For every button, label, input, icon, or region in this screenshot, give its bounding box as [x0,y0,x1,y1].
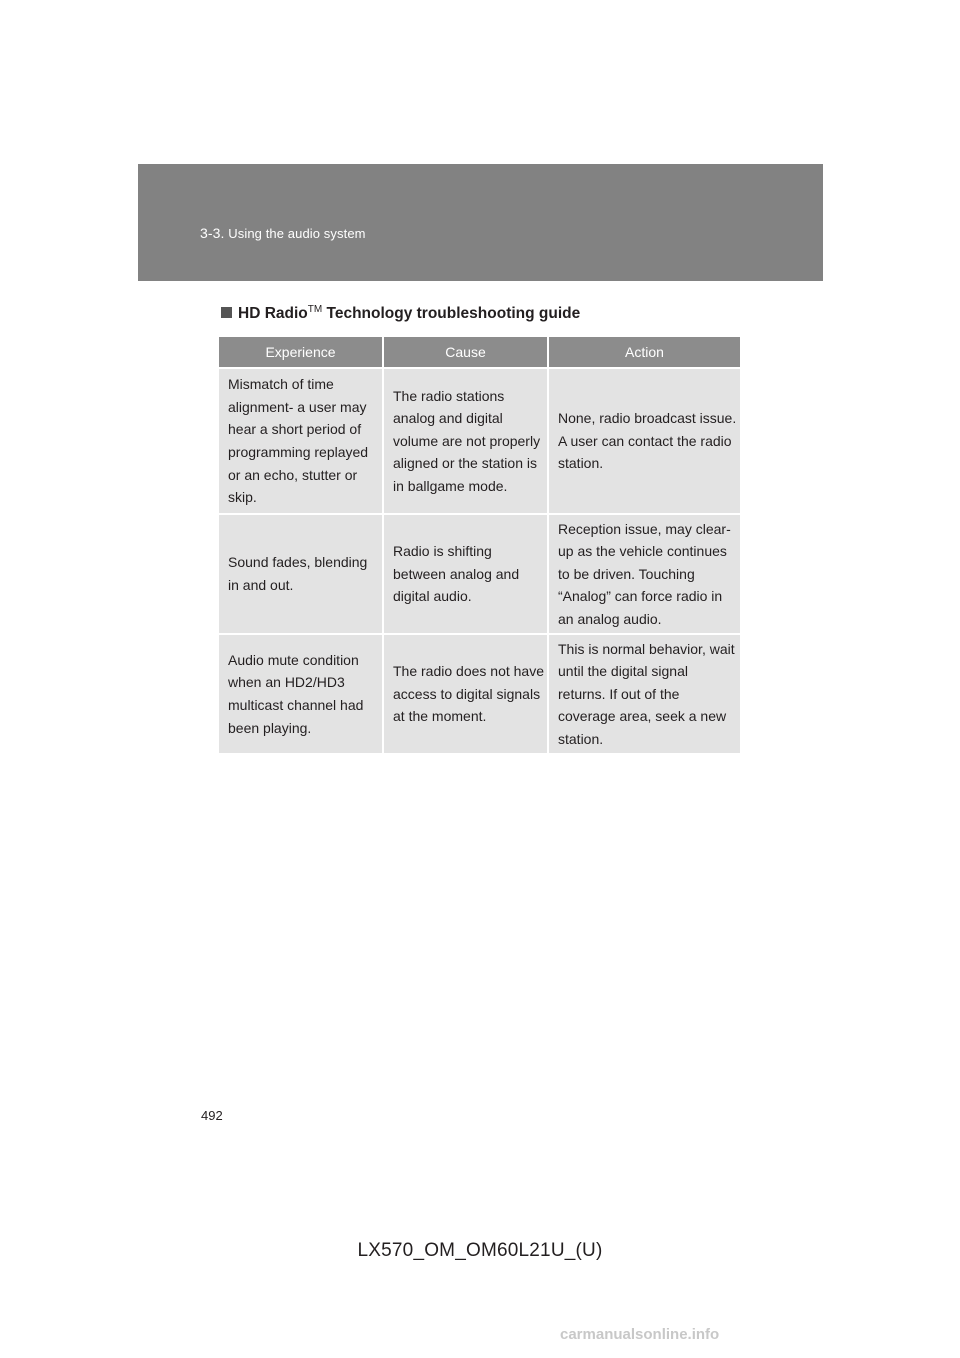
guide-heading [221,304,580,323]
cell-experience: Audio mute condition when an HD2/HD3 multicast channel had been playing. [219,634,383,753]
square-bullet-icon [221,307,232,318]
cell-experience: Mismatch of time alignment- a user may hear a short period of programming replayed or an echo, stutter or skip. [219,368,383,514]
table-row [219,514,740,634]
cell-cause: The radio does not have access to digital signals at the moment. [383,634,548,753]
table-row [219,368,740,514]
heading-text-after: Technology troubleshooting guide [322,305,581,323]
header-action: Action [548,337,740,368]
page-number: 492 [201,1108,223,1123]
cell-cause: The radio stations analog and digital volume are not properly aligned or the station is in ballgame mode. [383,368,548,514]
section-number: 3-3. [200,225,225,241]
header-band [138,164,823,281]
cell-action: Reception issue, may clear-up as the vehicle continues to be driven. Touching “Analog” can force radio in an analog audio. [548,514,740,634]
cell-experience: Sound fades, blending in and out. [219,514,383,634]
section-title: Using the audio system [228,226,366,241]
section-label [200,225,366,241]
heading-text-before: HD Radio [238,305,308,323]
table-row [219,634,740,753]
cell-cause: Radio is shifting between analog and digital audio. [383,514,548,634]
troubleshooting-table [219,337,740,753]
header-experience: Experience [219,337,383,368]
cell-action: This is normal behavior, wait until the digital signal returns. If out of the coverage area, seek a new station. [548,634,740,753]
header-cause: Cause [383,337,548,368]
table-header-row [219,337,740,368]
document-code: LX570_OM_OM60L21U_(U) [357,1240,603,1261]
trademark-superscript: TM [307,304,323,315]
watermark: carmanualsonline.info [560,1326,720,1343]
cell-action: None, radio broadcast issue. A user can contact the radio station. [548,368,740,514]
